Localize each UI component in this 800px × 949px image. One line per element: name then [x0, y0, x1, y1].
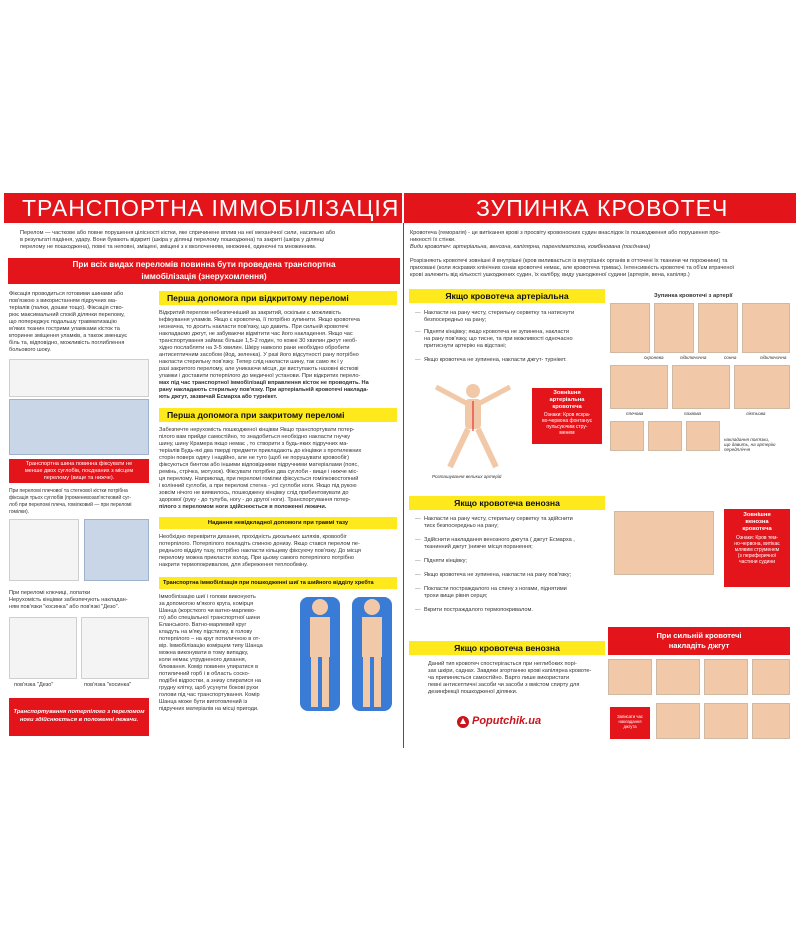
closed-line: теріалів Будь-які два твердi предмети прикладають до кінцівки з протилежних — [159, 448, 362, 454]
closed-line: і колінний суглоби, а при переломі стегна - усі суглоби ноги. Якщо під рукою — [159, 483, 357, 489]
sign-line: пульсуючим стру- — [546, 424, 588, 430]
shoulder-line: фіксація трьох суглобів (променевозап'ястковий суг- — [9, 495, 131, 501]
figure-leg — [363, 657, 370, 707]
artery-label: плечова — [626, 411, 644, 416]
spine-line: грудну клітку, щоб усунути бокові рухи — [159, 685, 259, 691]
fix-line: що попереджує подальшу травматизацію — [9, 319, 117, 325]
tourniquet-header — [608, 627, 790, 655]
spine-line: подібні відростки, а знизу спиратися на — [159, 678, 261, 684]
header-line: накладіть джгут — [668, 641, 730, 650]
spine-line: підручних матеріалів на місці пригоди. — [159, 706, 259, 712]
closed-line: фіксуються бинтом або іншими відповідними підручними матеріалами (пояс, — [159, 462, 359, 468]
arterial-bullet — [424, 357, 602, 364]
bullet-line: безпосередньо на рану; — [424, 317, 487, 323]
venous-pressure-photo — [614, 511, 714, 575]
fix-line: пов'язкою з використанням підручних ма- — [9, 298, 117, 304]
pelvis-line: потерпілого. Потерпілого покладіть спиною донизу. Якщо стався перелом пе- — [159, 541, 360, 547]
body-arm — [436, 387, 466, 403]
elbow-artery-photo — [734, 365, 790, 409]
intro-line: Кровотеча (геморагія) - це витікання крові з просвіту кровоносних судин внаслідок їх пошкодження або порушення про- — [410, 230, 721, 236]
intro-line: Перелом — часткове або повне порушення цілісності кістки, яке спричинене вплив на неї механічної сили, насильно або — [20, 230, 336, 236]
closed-line: зовсім нічого не виявилось, пошкоджену кінцівку слід прибинтовувати до — [159, 490, 349, 496]
open-line: накладаємо джгут, не забуваючи відмітити час його накладення. Якщо час — [159, 331, 353, 337]
open-line: мах під час транспортної іммобілізації вправлення кісток не проводять. На — [159, 380, 369, 386]
arteries-body-illustration — [428, 381, 518, 471]
bullet-line: тканинний джгут )нижче місця поранення; — [424, 544, 533, 550]
spine-line: кладуть на м'яку підстилку, в голову — [159, 629, 253, 635]
open-line: інфікування уламків. Якщо є кровотеча, її потрібно зупинити. Якщо кровотеча — [159, 317, 360, 323]
spine-line: потиличний горб і в область соско- — [159, 671, 250, 677]
note-line: накладання — [618, 719, 642, 724]
bullet-line: трохи вище рівня серця; — [424, 593, 488, 599]
bullet-line: — Якщо кровотеча не зупинена, накласти на рану пов'язку; — [424, 572, 572, 578]
venous-bullet — [424, 516, 602, 530]
artery-label: ліктьова — [746, 411, 766, 416]
arterial-info-box — [532, 388, 602, 444]
bandage-step-photo — [686, 421, 720, 451]
box-title-line: Зовнішня — [553, 390, 581, 396]
sign-line: Ознаки: Кров яскра- — [543, 412, 591, 418]
spine-board-illustration — [294, 593, 398, 715]
capillary-title: Якщо кровотеча венозна — [409, 641, 605, 655]
cap-line: дезинфекції пошкодженої ділянки. — [428, 689, 518, 695]
bullet-line: — Підняти кінцівку; — [424, 558, 467, 564]
sign-line: (з периферичної — [737, 553, 777, 559]
site-logo: Poputchik.ua — [472, 715, 542, 727]
arterial-bullet — [424, 329, 602, 350]
pelvis-line: накрити термопокривалом, для збереження теплообміну. — [159, 562, 308, 568]
body-leg — [478, 429, 496, 467]
bullet-line: — Здійснити накладання венозного джгута ( джгут Есмарха , — [424, 537, 575, 543]
pelvis-line: реднього відділу тазу, потрібно накласти кільцеву фіксуючу пов'язку. До місця — [159, 548, 361, 554]
note-line: Записати час — [617, 714, 643, 719]
open-line: разі закритого перелому, але уникаючи місця, де виступають назовні кісткові — [159, 366, 359, 372]
bullet-line: — Покласти постраждалого на спину з ногами, піднятими — [424, 586, 567, 592]
closed-line: здорової (руку - до тулуба, ногу - до другої ноги). Транспортування потер- — [159, 497, 351, 503]
tourniquet-step-photo — [704, 659, 748, 695]
pelvis-line: Необхідно перевірити дихання, прохідність дихальних шляхів, кровообіг — [159, 534, 347, 540]
shoulder-line: гомілки). — [9, 509, 29, 515]
bullet-line: — Якщо кровотеча не зупинена, накласти джгут- турнікет. — [424, 357, 567, 363]
spine-line: можна виконувати в тому випадку, — [159, 650, 249, 656]
axillary-artery-photo — [672, 365, 730, 409]
bandage-step-photo — [648, 421, 682, 451]
open-fracture-title: Перша допомога при відкритому переломі — [159, 291, 397, 305]
poster — [4, 193, 796, 748]
pelvis-title: Надання невідкладної допомоги при травмі тазу — [159, 517, 397, 529]
arterial-title: Якщо кровотеча артеріальна — [409, 289, 605, 303]
header-line: іммобілізація (знерухомлення) — [141, 272, 267, 281]
sign-line: но-червона, витікає — [734, 541, 780, 547]
closed-line: пілого з переломом ноги здійснюється в положенні лежачи. — [159, 504, 327, 510]
artery-label: пахвова — [684, 411, 702, 416]
spine-line: Шанца може бути виготовлений із — [159, 699, 248, 705]
brachial-artery-photo — [610, 365, 668, 409]
shoulder-line: лоб при переломі плеча, гомілковий — при переломі — [9, 502, 132, 508]
venous-info-box — [724, 509, 790, 587]
venous-bullet — [424, 537, 602, 551]
box-title-line: артеріальна — [549, 397, 585, 403]
fix-line: біль та, відповідно, можливість поглиблення — [9, 340, 125, 346]
cap-line: Даний тип кровотеч спостерігається при неглибоких порі- — [428, 661, 577, 667]
splint-illustration — [9, 359, 149, 397]
closed-line: ця перелому. Наприклад, при переломі гомілки фіксується гомілковостопний — [159, 476, 359, 482]
bullet-line: тиск безпосередньо на рану; — [424, 523, 499, 529]
artery-label: скронева — [644, 355, 664, 360]
tourniquet-step-photo — [704, 703, 748, 739]
transport-note — [9, 698, 149, 736]
open-line: уламки і доставити потерпілого до медичної установи. При відкритих перело- — [159, 373, 361, 379]
note-line: накладання пов'язки, — [724, 437, 770, 442]
sign-line: менем — [559, 430, 575, 436]
tourniquet-step-photo — [608, 659, 652, 695]
body-leg — [450, 429, 468, 467]
figure-leg — [311, 657, 318, 707]
column-divider — [403, 223, 404, 748]
sign-line: Ознаки: Кров тем- — [735, 535, 779, 541]
note-line: менше двох суглобів, поєднаних з місцем — [24, 468, 134, 474]
caption-dezo: пов'язка "Дезо" — [14, 682, 54, 688]
arm-splint-illustration — [9, 519, 79, 581]
closed-line: сторін поверх одягу і надійно, але не туго (щоб не порушувати кровообіг) — [159, 455, 349, 461]
box-title-line: Зовнішня — [743, 512, 771, 518]
closed-fracture-title: Перша допомога при закритому переломі — [159, 408, 397, 422]
closed-line: пілого вам прийде самостійно, то знадобиться необхідно накласти гнучку — [159, 434, 351, 440]
all-fractures-header — [8, 258, 400, 284]
clavicle-line: ням пов'язки "косинка" або пов'язкі "Дезо". — [9, 604, 120, 610]
bullet-line: — Підняти кінцівку; якщо кровотеча не зупинена, накласти — [424, 329, 570, 335]
figure-leg — [322, 657, 329, 707]
figure-leg — [374, 657, 381, 707]
tourniquet-step-photo — [752, 659, 790, 695]
venous-title: Якщо кровотеча венозна — [409, 496, 605, 510]
closed-line: шину, шину Крамера якщо немає , то створити з будь-яких підручних ма- — [159, 441, 349, 447]
kosynka-bandage-illustration — [81, 617, 149, 679]
fix-line: теріалів (палки, дошки тощо). Фіксація ство- — [9, 305, 124, 311]
open-line: антисептичним засобом (йод, зеленка). У разі його відсутності рану потрібно — [159, 352, 359, 358]
caption-kosynka: пов'язка "косинка" — [84, 682, 132, 688]
spine-title: Транспортна іммобілізація при пошкодженні шиї та шийного відділу хребта — [159, 577, 397, 589]
intro-line: никності їх стінки. — [410, 237, 456, 243]
note-line: передпліччя — [724, 447, 751, 452]
body-splint-illustration — [84, 519, 149, 581]
logo-mark-icon — [456, 715, 470, 729]
spine-line: за допомогою м'якого круга, комірця — [159, 601, 254, 607]
cap-line: певні антисептичні засоби чи засоби з вмістом спирту для — [428, 682, 580, 688]
figure-head — [364, 599, 380, 615]
artery-label: підключична — [680, 355, 707, 360]
leg-splint-illustration — [9, 399, 149, 455]
box-signs — [532, 412, 602, 436]
box-title-line: венозна — [745, 519, 769, 525]
intro2-line: приховані (коли яскравих клінічних ознак кровотечі немає, але кровотеча триває). Інтенсивність кровотечі та об'єм втраченої — [410, 265, 735, 271]
fix-line: больового шоку. — [9, 347, 51, 353]
tourniquet-step-photo — [752, 703, 790, 739]
bullet-line: притиснути артерію на відстані; — [424, 343, 507, 349]
intro-line: Види кровотеч: артеріальна, венозна, капілярна, паренхіматозна, комбінована (поєднана) — [410, 244, 651, 250]
sign-line: частини судини — [738, 559, 775, 565]
fix-line: вторинне зміщення уламків, а також зменшує — [9, 333, 128, 339]
subclavian-artery-photo-2 — [742, 303, 790, 353]
spine-line: голови під час транспортування. Комір — [159, 692, 260, 698]
dezo-bandage-illustration — [9, 617, 77, 679]
closed-line: ремінь, стрічка, мотузок). Фіксувати потрібно два суглоби - вище і нижче міс- — [159, 469, 359, 475]
figure-head — [312, 599, 328, 615]
intro-line: в результаті падіння, удару. Вони бувають відкриті (шкіра у ділянці перелому пошкоджена) та закриті (шкіра у ділянці — [20, 237, 325, 243]
note-line: Транспортування потерпілого з переломом — [13, 709, 145, 715]
figure-torso — [310, 617, 330, 657]
open-line: Відкритий перелом небезпечніший за закритий, оскільки є можливість — [159, 310, 341, 316]
tourniquet-step-photo — [656, 659, 700, 695]
fix-line: Фіксація проводиться готовими шинами або — [9, 291, 124, 297]
arterial-bullet — [424, 310, 602, 324]
intro2-line: Розрізняють кровотечі зовнішні й внутрішні (кров виливається із внутрішніх органів в отточені їх тканини чи порожнини) та — [410, 258, 728, 264]
open-line: хідно послабляти на 3-5 хвилин. Шкіру навколо рани необхідно обробити — [159, 345, 350, 351]
artery-label: сонна — [724, 355, 737, 360]
box-title-line: кровотеча — [742, 526, 772, 532]
artery-label: підключична — [760, 355, 787, 360]
figure-torso — [362, 617, 382, 657]
subclavian-artery-photo — [654, 303, 694, 353]
intro2-line: крові залежить від кількості ушкоджених судин, їх калібру, виду ушкодженої судини (артерія, вена, капіляр.) — [410, 272, 690, 278]
tourniquet-time-note — [610, 707, 650, 739]
note-line: перелому (вище та нижче). — [43, 475, 115, 481]
clavicle-line: При переломі ключиці, лопатки — [9, 590, 91, 596]
note-line: що давить, на артерію — [724, 442, 776, 447]
venous-bullet — [424, 558, 602, 565]
open-line: накласти стерильну пов'язку. Тепер слід накласти шину, так само як і у — [159, 359, 343, 365]
fix-line: рює максимальний спокій ділянки перелому, — [9, 312, 125, 318]
venous-bullet — [424, 607, 602, 614]
clavicle-line: Нерухомість кінцівки забезпечують накладан- — [9, 597, 128, 603]
spine-line: коли немає утрудненого дихання, — [159, 657, 247, 663]
pelvis-line: перелому можна прикласти холод. При цьому самого потерпілого потрібно — [159, 555, 354, 561]
open-line: незначна, то досить накласти пов'язку, що давить. При сильній кровотечі — [159, 324, 349, 330]
bullet-line: — Накласти на рану чисту, стерильну серветку та натиснути — [424, 310, 575, 316]
closed-line: Забезпечте нерухомість пошкодженої кінцівки Якщо транспортувати потер- — [159, 427, 355, 433]
cap-line: зах шкіри, саднах. Завдяки згортанню крові капілярна кровоте- — [428, 668, 592, 674]
cap-line: ча припиняється самостійно. Варто лише використати — [428, 675, 570, 681]
note-line: джгута — [623, 724, 637, 729]
body-head — [466, 384, 480, 398]
arteries-caption: Розташування великих артерій — [432, 474, 502, 479]
carotid-artery-photo — [698, 303, 738, 353]
box-title-line: кровотеча — [552, 404, 582, 410]
artery-stop-title: Зупинка кровотечі з артерії — [654, 293, 733, 299]
spine-line: Еланського. Ватно-марлевий круг — [159, 622, 247, 628]
spine-line: Іммобілізацію шиї і голови виконують — [159, 594, 256, 600]
open-line: транспортування займає більше 1,5-2 годин, то кожні 30 хвилин джгут необ- — [159, 338, 358, 344]
bullet-line: на рану пов'язку, що тисне, та при можливості одночасно — [424, 336, 573, 342]
shoulder-line: При переломі плечової та стегнової кістки потрібна — [9, 488, 128, 494]
note-line: ноги здійснюється в положенні лежачи. — [19, 717, 139, 723]
spine-line: блювання. Комір повинен упиратися в — [159, 664, 259, 670]
note-line: Транспортна шина повинна фіксувати не — [25, 461, 133, 467]
intro-line: перелому не пошкоджена), повні та неповні, зміщені, зміщені з к вколоченням, множинні, одиночні та множинним. — [20, 244, 317, 250]
box-signs — [724, 535, 790, 565]
bullet-line: — Накласти на рану чисту, стерильну серветку та здійснити — [424, 516, 573, 522]
spine-line: потерпілого – на круг потиличною в от- — [159, 636, 261, 642]
splint-note — [9, 459, 149, 483]
sign-line: во-червона фонтанує — [541, 418, 592, 424]
header-line: При всіх видах переломів повинна бути проведена транспортна — [72, 260, 336, 269]
sign-line: млявим струменем — [734, 547, 780, 553]
temporal-artery-photo — [610, 303, 650, 353]
banner-immobilization: ТРАНСПОРТНА ІММОБІЛІЗАЦІЯ — [4, 193, 402, 223]
banner-bleeding: ЗУПИНКА КРОВОТЕЧ — [404, 193, 796, 223]
fix-line: м'яких тканин гострими уламками кісток та — [9, 326, 120, 332]
open-line: рану накладають стерильну пов'язку. При артеріальній кровотечі наклада- — [159, 387, 369, 393]
header-line: При сильній кровотечі — [656, 631, 742, 640]
venous-bullet — [424, 586, 602, 600]
tourniquet-step-photo — [656, 703, 700, 739]
spine-line: го) або спеціальної транспортної шини — [159, 615, 260, 621]
open-line: ють джгут, зазвичай Есмарха або турнікет. — [159, 394, 278, 400]
venous-bullet — [424, 572, 602, 579]
body-arm — [480, 387, 510, 403]
bullet-line: — Вкрити постраждалого термопокривалом. — [424, 607, 533, 613]
spine-line: вір. Іммобілізацію комірцем типу Шанца — [159, 643, 263, 649]
bandage-step-photo — [610, 421, 644, 451]
spine-line: Шанца (жорсткого чи ватно-марлево- — [159, 608, 256, 614]
